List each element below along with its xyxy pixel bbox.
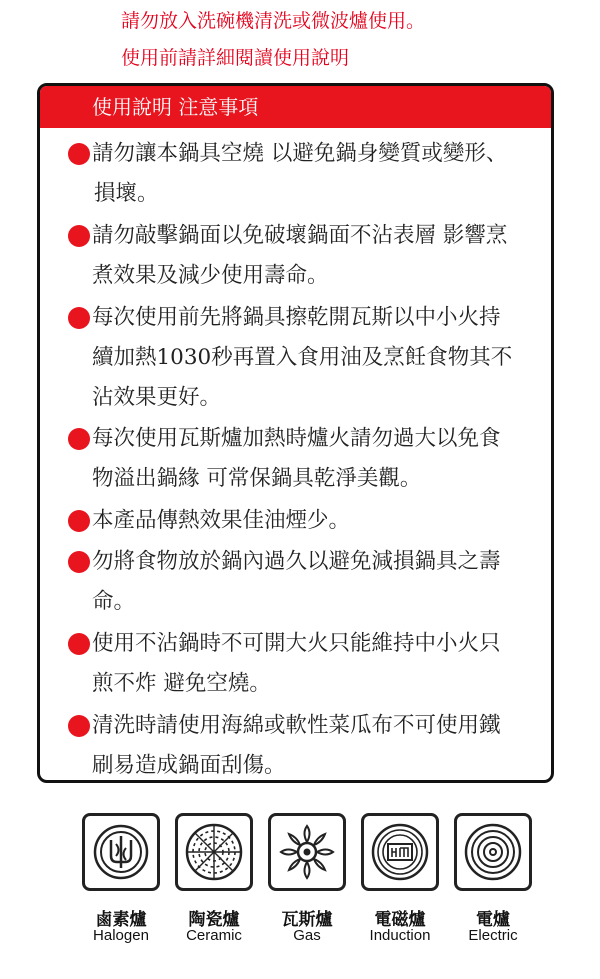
stove-label-electric-cn: 電爐 — [476, 910, 510, 930]
bullet-dot-icon — [68, 143, 90, 165]
bullet-dot-icon — [68, 633, 90, 655]
stove-label-induction-en: Induction — [369, 927, 431, 944]
electric-icon — [454, 813, 532, 891]
bullet-dot-icon — [68, 307, 90, 329]
halogen-icon — [82, 813, 160, 891]
bullet-dot-icon — [68, 225, 90, 247]
ceramic-icon — [175, 813, 253, 891]
panel-title: 使用說明 注意事項 — [40, 86, 551, 128]
stove-label-gas-cn: 瓦斯爐 — [281, 910, 333, 930]
warning-read-instructions: 使用前請詳細閱讀使用說明 — [121, 47, 350, 69]
bullet-dot-icon — [68, 715, 90, 737]
bullet-dot-icon — [68, 428, 90, 450]
induction-icon — [361, 813, 439, 891]
stove-label-halogen-en: Halogen — [93, 927, 149, 944]
bullet-dot-icon — [68, 551, 90, 573]
stove-label-ceramic-en: Ceramic — [186, 927, 242, 944]
bullet-dot-icon — [68, 510, 90, 532]
stove-label-ceramic-cn: 陶瓷爐 — [188, 910, 240, 930]
stove-label-electric-en: Electric — [468, 927, 518, 944]
instructions-panel: 使用說明 注意事項 請勿讓本鍋具空燒 以避免鍋身變質或變形、 損壞。 請勿敲擊鍋面以免破壞鍋面不沾表層 影響烹 煮效果及減少使用壽命。 每次使用前先將鍋具擦乾開瓦斯以中小火持 續加熱1030秒再置入食用油及烹飪食物其不 沾效果更好。 每次使用瓦斯爐加熱時爐火請勿過大以免食 物溢出鍋緣 可常保鍋具乾淨美觀。 本產品傳熱效果佳油煙少。 勿將食物放於鍋內過久以避免減損鍋具之壽 命。 使用不沾鍋時不可開大火只能維持中小火只 煎不炸 避免空燒。 清洗時請使用海綿或軟性菜瓜布不可使用鐵 刷易造成鍋面刮傷。 — [37, 83, 554, 783]
stove-label-gas-en: Gas — [293, 927, 321, 944]
stove-label-halogen-cn: 鹵素爐 — [95, 910, 147, 930]
gas-icon — [268, 813, 346, 891]
warning-dishwasher-microwave: 請勿放入洗碗機清洗或微波爐使用。 — [121, 10, 426, 32]
stove-label-induction-cn: 電磁爐 — [374, 910, 426, 930]
